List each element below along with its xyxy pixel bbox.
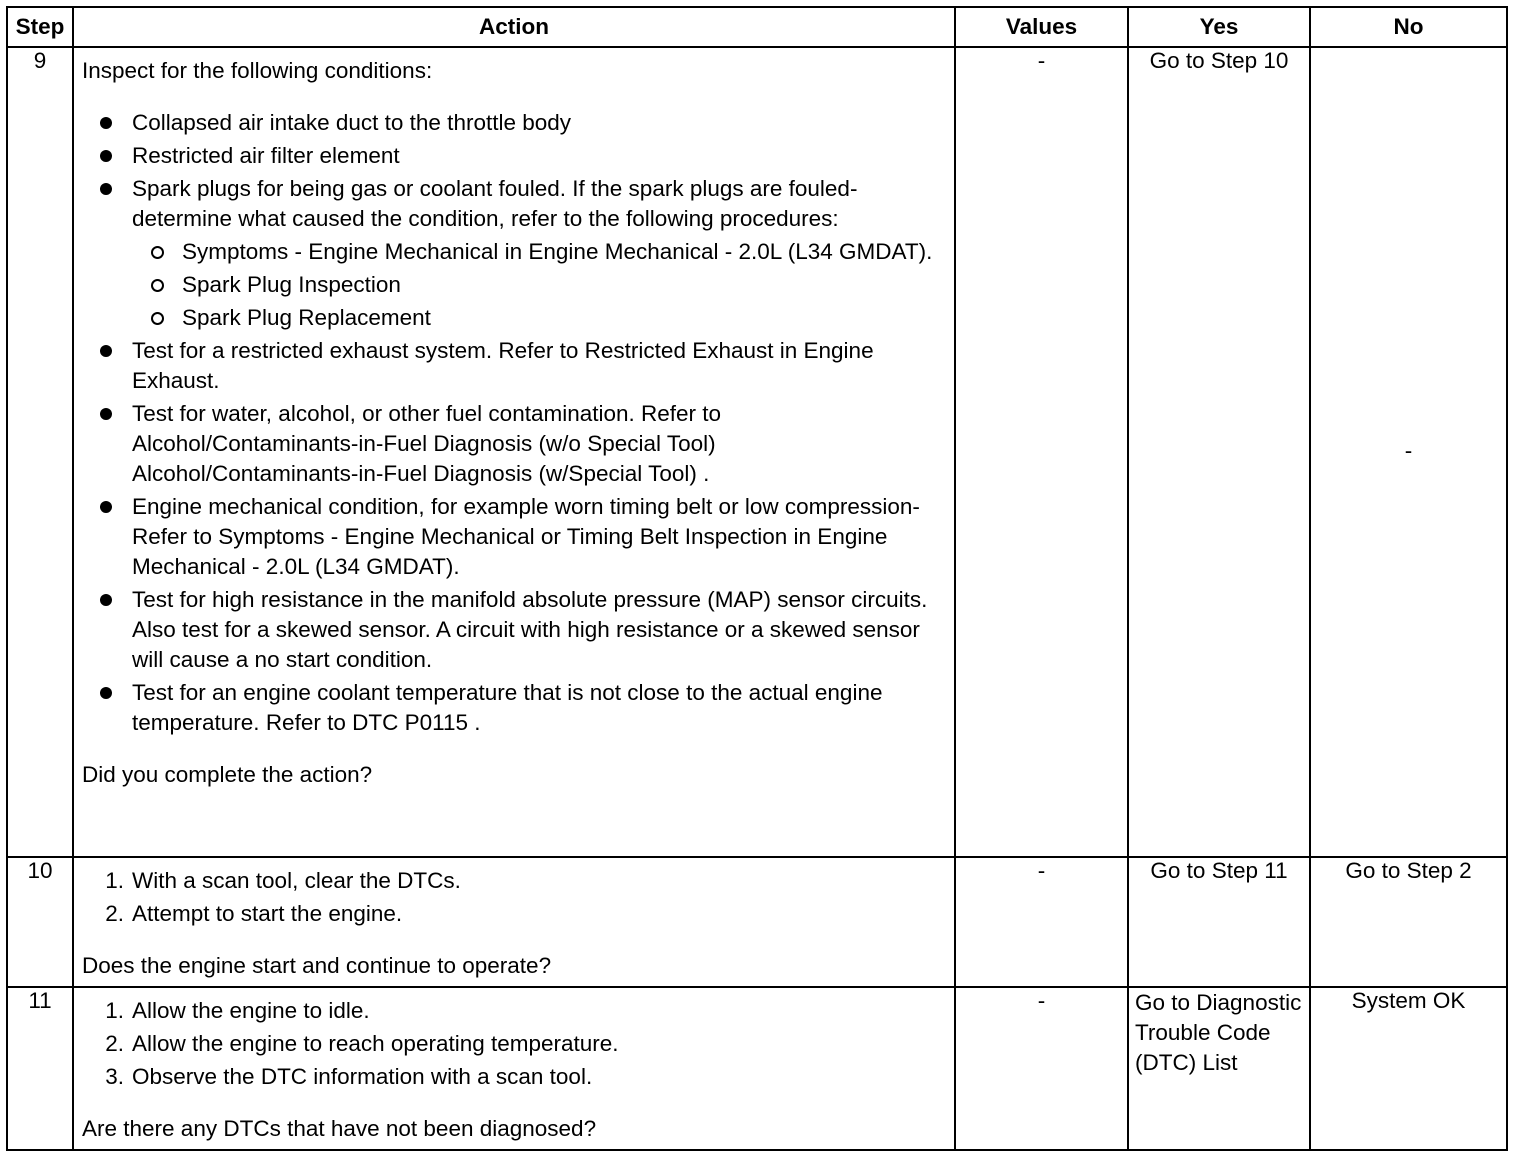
list-item: 1. With a scan tool, clear the DTCs. [105, 868, 461, 893]
step-number: 9 [7, 47, 73, 857]
values-cell: - [955, 987, 1128, 1150]
header-no: No [1310, 7, 1507, 47]
sub-list-item: Symptoms - Engine Mechanical in Engine Mechanical - 2.0L (L34 GMDAT). [144, 237, 946, 267]
hollow-bullet-icon [151, 246, 164, 259]
list-item: Test for an engine coolant temperature that is not close to the actual engine temperature. Refer to DTC P0115 . [94, 678, 946, 738]
action-cell [73, 987, 955, 1150]
bullet-icon [100, 501, 112, 513]
bullet-icon [100, 345, 112, 357]
bullet-icon [100, 117, 112, 129]
condition-list [82, 108, 946, 738]
header-yes: Yes [1128, 7, 1310, 47]
header-values: Values [955, 7, 1128, 47]
procedure-sublist [132, 237, 946, 333]
list-item: Test for water, alcohol, or other fuel contamination. Refer to Alcohol/Contaminants-in-Fuel Diagnosis (w/o Special Tool) Alcohol/Contaminants-in-Fuel Diagnosis (w/Special Tool) . [94, 399, 946, 489]
step-number: 11 [7, 987, 73, 1150]
bullet-icon [100, 408, 112, 420]
yes-cell [1128, 987, 1310, 1150]
list-item: Engine mechanical condition, for example worn timing belt or low compression-Refer to Symptoms - Engine Mechanical or Timing Belt Inspection in Engine Mechanical - 2.0L (L34 GMDAT). [94, 492, 946, 582]
sub-list-item: Spark Plug Inspection [144, 270, 946, 300]
action-intro: Inspect for the following conditions: [82, 58, 433, 83]
action-question: Are there any DTCs that have not been diagnosed? [82, 1116, 597, 1141]
bullet-icon [100, 183, 112, 195]
table-row-step-9 [7, 47, 1507, 857]
values-cell: - [955, 47, 1128, 857]
header-step: Step [7, 7, 73, 47]
yes-cell-text: Go to Diagnostic Trouble Code (DTC) List [1135, 990, 1302, 1075]
values-cell: - [955, 857, 1128, 987]
hollow-bullet-icon [151, 279, 164, 292]
yes-cell: Go to Step 10 [1128, 47, 1310, 857]
sub-list-item: Spark Plug Replacement [144, 303, 946, 333]
list-item: 2. Allow the engine to reach operating temperature. [105, 1031, 619, 1056]
header-action: Action [73, 7, 955, 47]
diagnostic-table [6, 6, 1508, 1151]
list-item: Test for high resistance in the manifold absolute pressure (MAP) sensor circuits. Also test for a skewed sensor. A circuit with high resistance or a skewed sensor will cause a no start condition. [94, 585, 946, 675]
bullet-icon [100, 687, 112, 699]
list-item: Collapsed air intake duct to the throttle body [94, 108, 946, 138]
list-item: 2. Attempt to start the engine. [105, 901, 403, 926]
hollow-bullet-icon [151, 312, 164, 325]
list-item: Restricted air filter element [94, 141, 946, 171]
numbered-steps [82, 866, 946, 929]
table-row-step-10 [7, 857, 1507, 987]
list-item: 3. Observe the DTC information with a scan tool. [105, 1064, 593, 1089]
list-item: Spark plugs for being gas or coolant fouled. If the spark plugs are fouled-determine what caused the condition, refer to the following procedures: Symptoms - Engine Mechanical in Engine Mechanical - 2.0L (L34 GMDAT). Spark Plug Inspection Spark Plug Replacement [94, 174, 946, 333]
header-row [7, 7, 1507, 47]
no-cell: System OK [1310, 987, 1507, 1150]
bullet-icon [100, 150, 112, 162]
yes-cell: Go to Step 11 [1128, 857, 1310, 987]
step-number: 10 [7, 857, 73, 987]
no-cell: Go to Step 2 [1310, 857, 1507, 987]
action-cell [73, 47, 955, 857]
table-row-step-11 [7, 987, 1507, 1150]
no-cell: - [1310, 47, 1507, 857]
action-question: Does the engine start and continue to operate? [82, 953, 552, 978]
list-item: Test for a restricted exhaust system. Refer to Restricted Exhaust in Engine Exhaust. [94, 336, 946, 396]
numbered-steps [82, 996, 946, 1092]
bullet-icon [100, 594, 112, 606]
list-item: 1. Allow the engine to idle. [105, 998, 370, 1023]
action-question: Did you complete the action? [82, 762, 373, 787]
action-cell [73, 857, 955, 987]
